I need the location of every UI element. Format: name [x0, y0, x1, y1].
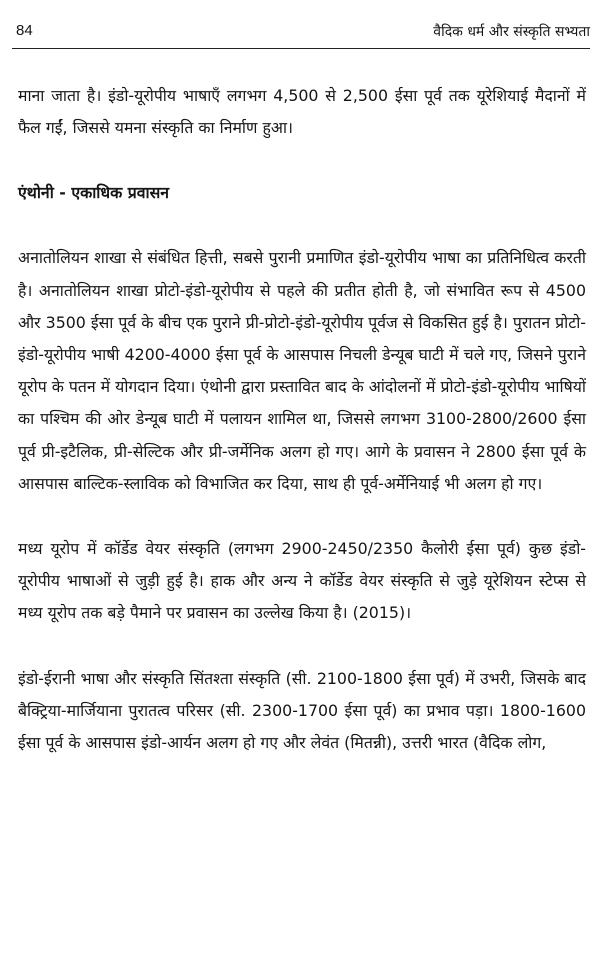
paragraph-anatolian-branch: अनातोलियन शाखा से संबंधित हित्ती, सबसे पुरानी प्रमाणित इंडो-यूरोपीय भाषा का प्रतिनिधित्व करती है। अनातोलियन शाखा प्रोटो-इंडो-यूरोपीय से पहले की प्रतीत होती है, जो संभावित रूप से 4500 और 3500 ईसा पूर्व के बीच एक पुराने प्री-प्रोटो-इंडो-यूरोपीय पूर्वज से विकसित हुई है। पुरातन प्रोटो-इंडो-यूरोपीय भाषी 4200-4000 ईसा पूर्व के आसपास निचली डेन्यूब घाटी में चले गए, जिसने पुराने यूरोप के पतन में योगदान दिया। एंथोनी द्वारा प्रस्तावित बाद के आंदोलनों में प्रोटो-इंडो-यूरोपीय भाषियों का पश्चिम की ओर डेन्यूब घाटी में पलायन शामिल था, जिससे लगभग 3100-2800/2600 ईसा पूर्व प्री-इटैलिक, प्री-सेल्टिक और प्री-जर्मेनिक अलग हो गए। आगे के प्रवासन ने 2800 ईसा पूर्व के आसपास बाल्टिक-स्लाविक को विभाजित कर दिया, साथ ही पूर्व-अर्मेनियाई भी अलग हो गए।: [18, 248, 586, 493]
section-heading: एंथोनी - एकाधिक प्रवासन: [18, 183, 170, 203]
page-body: [18, 80, 586, 759]
running-title: वैदिक धर्म और संस्कृति सभ्यता: [433, 24, 590, 40]
paragraph-corded-ware: मध्य यूरोप में कॉर्डेड वेयर संस्कृति (लगभग 2900-2450/2350 कैलोरी ईसा पूर्व) कुछ इंडो-यूरोपीय भाषाओं से जुड़ी हुई है। हाक और अन्य ने कॉर्डेड वेयर संस्कृति से जुड़े यूरेशियन स्टेप्स से मध्य यूरोप तक बड़े पैमाने पर प्रवासन का उल्लेख किया है। (2015)।: [18, 539, 586, 623]
page-number: 84: [16, 22, 33, 39]
paragraph-continuation: माना जाता है। इंडो-यूरोपीय भाषाएँ लगभग 4,500 से 2,500 ईसा पूर्व तक यूरेशियाई मैदानों में फैल गईं, जिससे यमना संस्कृति का निर्माण हुआ।: [18, 86, 586, 138]
page-header: [16, 22, 590, 44]
header-rule: [12, 48, 590, 49]
paragraph-indo-iranian: इंडो-ईरानी भाषा और संस्कृति सिंतश्ता संस्कृति (सी. 2100-1800 ईसा पूर्व) में उभरी, जिसके बाद बैक्ट्रिया-मार्जियाना पुरातत्व परिसर (सी. 2300-1700 ईसा पूर्व) का प्रभाव पड़ा। 1800-1600 ईसा पूर्व के आसपास इंडो-आर्यन अलग हो गए और लेवंत (मितन्नी), उत्तरी भारत (वैदिक लोग,: [18, 668, 586, 753]
